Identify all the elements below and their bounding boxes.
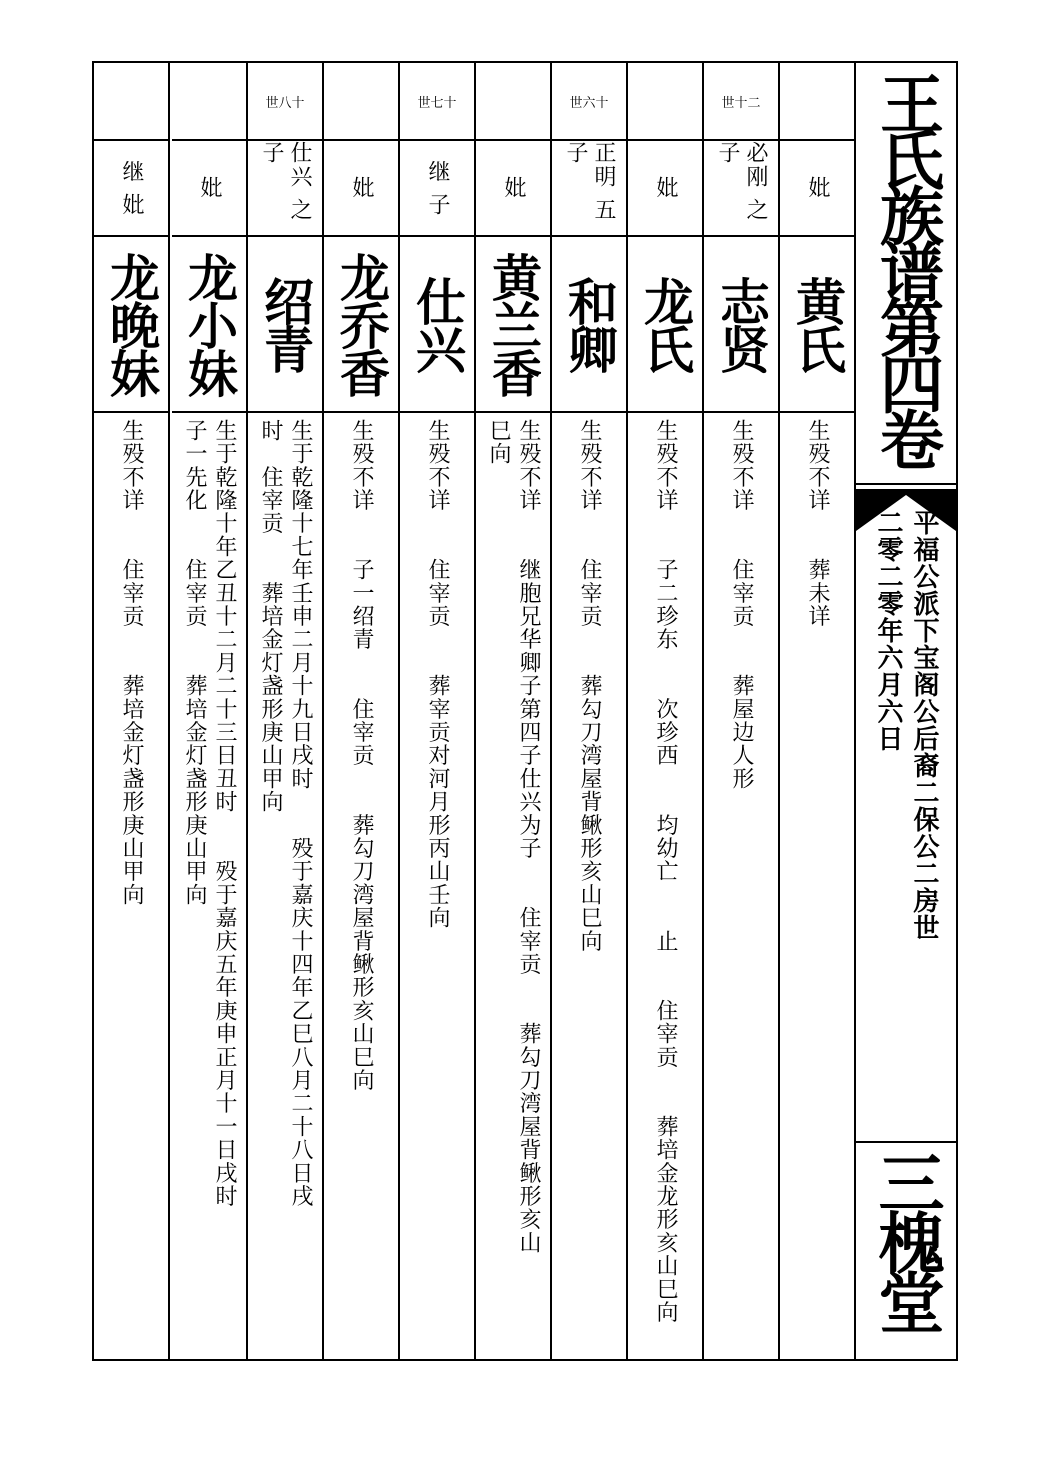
person-name: 龙氏 — [636, 276, 695, 372]
entry-column-5 — [476, 63, 552, 1359]
bio-cell — [476, 415, 550, 1359]
bio-cell — [628, 415, 702, 1359]
generation-cell — [172, 63, 246, 141]
person-name: 龙晚妹 — [102, 252, 161, 396]
person-name: 黄兰香 — [484, 252, 543, 396]
bio-text: 生殁不详 子二珍东 次珍西 均幼亡 止 住宰贡 葬培金龙形亥山巳向 — [653, 419, 678, 1324]
relation-cell — [94, 141, 168, 237]
generation-cell: 世十二 — [704, 63, 778, 141]
relation-cell — [628, 141, 702, 237]
name-cell — [628, 237, 702, 413]
person-name: 黄氏 — [788, 276, 847, 372]
name-cell — [324, 237, 398, 413]
bio-text: 生殁不详 住宰贡 葬培金灯盏形庚山甲向 — [119, 419, 144, 907]
name-cell — [94, 237, 168, 413]
title-divider — [856, 483, 956, 491]
person-name: 和卿 — [560, 276, 619, 372]
relation-cell — [780, 141, 854, 237]
name-cell — [400, 237, 474, 413]
bio-text: 生于乾隆十年乙丑十二月二十三日丑时 殁于嘉庆五年庚申正月十一日戌时 子一先化 住宰贡 葬培金灯盏形庚山甲向 — [182, 419, 237, 1208]
relation-text: 妣 — [349, 176, 374, 200]
entry-column-4 — [552, 63, 628, 1359]
entry-column-6 — [400, 63, 476, 1359]
entry-column-3 — [628, 63, 704, 1359]
relation-text: 妣 — [805, 176, 830, 200]
relation-text: 继 子 — [425, 159, 450, 217]
relation-cell — [324, 141, 398, 237]
entry-column-2 — [704, 63, 780, 1359]
bio-text: 生殁不详 继胞兄华卿子第四子仕兴为子 住宰贡 葬勾刀湾屋背鳅形亥山 巳向 — [486, 419, 541, 1255]
relation-cell — [552, 141, 626, 237]
relation-text: 妣 — [197, 176, 222, 200]
name-cell — [248, 237, 322, 413]
generation-cell — [324, 63, 398, 141]
bio-text: 生殁不详 子一绍青 住宰贡 葬勾刀湾屋背鳅形亥山巳向 — [349, 419, 374, 1092]
generation-cell: 世八十 — [248, 63, 322, 141]
bio-cell — [172, 415, 246, 1359]
entry-column-1 — [780, 63, 856, 1359]
relation-cell — [248, 141, 322, 237]
person-name: 龙乔香 — [332, 252, 391, 396]
name-cell — [704, 237, 778, 413]
bio-cell — [324, 415, 398, 1359]
generation-cell: 世六十 — [552, 63, 626, 141]
person-name: 龙小妹 — [180, 252, 239, 396]
book-title — [856, 71, 956, 481]
relation-text: 妣 — [653, 176, 678, 200]
relation-text: 继 妣 — [119, 159, 144, 217]
generation-cell — [780, 63, 854, 141]
book-title-text: 王氏族谱第四卷 — [869, 71, 944, 463]
title-column — [856, 63, 956, 1359]
hall-name — [856, 1149, 956, 1359]
bio-text: 生殁不详 住宰贡 葬宰贡对河月形丙山壬向 — [425, 419, 450, 930]
hall-divider — [856, 1141, 956, 1143]
entry-column-10 — [94, 63, 170, 1359]
bio-cell — [400, 415, 474, 1359]
hall-name-text: 三槐堂 — [867, 1149, 945, 1329]
genealogy-page — [92, 61, 958, 1361]
generation-cell — [476, 63, 550, 141]
relation-text: 妣 — [501, 176, 526, 200]
bio-cell — [248, 415, 322, 1359]
name-cell — [476, 237, 550, 413]
relation-cell — [400, 141, 474, 237]
bio-cell — [94, 415, 168, 1359]
person-name: 绍青 — [256, 276, 315, 372]
person-name: 志贤 — [712, 276, 771, 372]
entry-column-9 — [172, 63, 248, 1359]
name-cell — [552, 237, 626, 413]
entry-column-8 — [248, 63, 324, 1359]
subtitle-text: 平福公派下宝阁公后裔二保公二房世 二零二零年六月六日 — [873, 509, 939, 941]
bio-text: 生于乾隆十七年壬申二月十九日戌时 殁于嘉庆十四年乙巳八月二十八日戌 时 住宰贡 葬培金灯盏形庚山甲向 — [258, 419, 313, 1208]
bio-text: 生殁不详 住宰贡 葬勾刀湾屋背鳅形亥山巳向 — [577, 419, 602, 953]
relation-text: 仕兴 之子 — [259, 141, 312, 222]
name-cell — [780, 237, 854, 413]
bio-cell — [552, 415, 626, 1359]
generation-cell — [628, 63, 702, 141]
relation-cell — [704, 141, 778, 237]
relation-cell — [172, 141, 246, 237]
name-cell — [172, 237, 246, 413]
bio-cell — [780, 415, 854, 1359]
bio-text: 生殁不详 住宰贡 葬屋边人形 — [729, 419, 754, 791]
person-name: 仕兴 — [408, 276, 467, 372]
entry-column-7 — [324, 63, 400, 1359]
bio-cell — [704, 415, 778, 1359]
generation-cell: 世七十 — [400, 63, 474, 141]
bio-text: 生殁不详 葬未详 — [805, 419, 830, 628]
relation-text: 必刚 之子 — [715, 141, 768, 222]
subtitle — [856, 509, 956, 1049]
relation-text: 正明 五子 — [563, 141, 616, 222]
relation-cell — [476, 141, 550, 237]
generation-cell — [94, 63, 168, 141]
